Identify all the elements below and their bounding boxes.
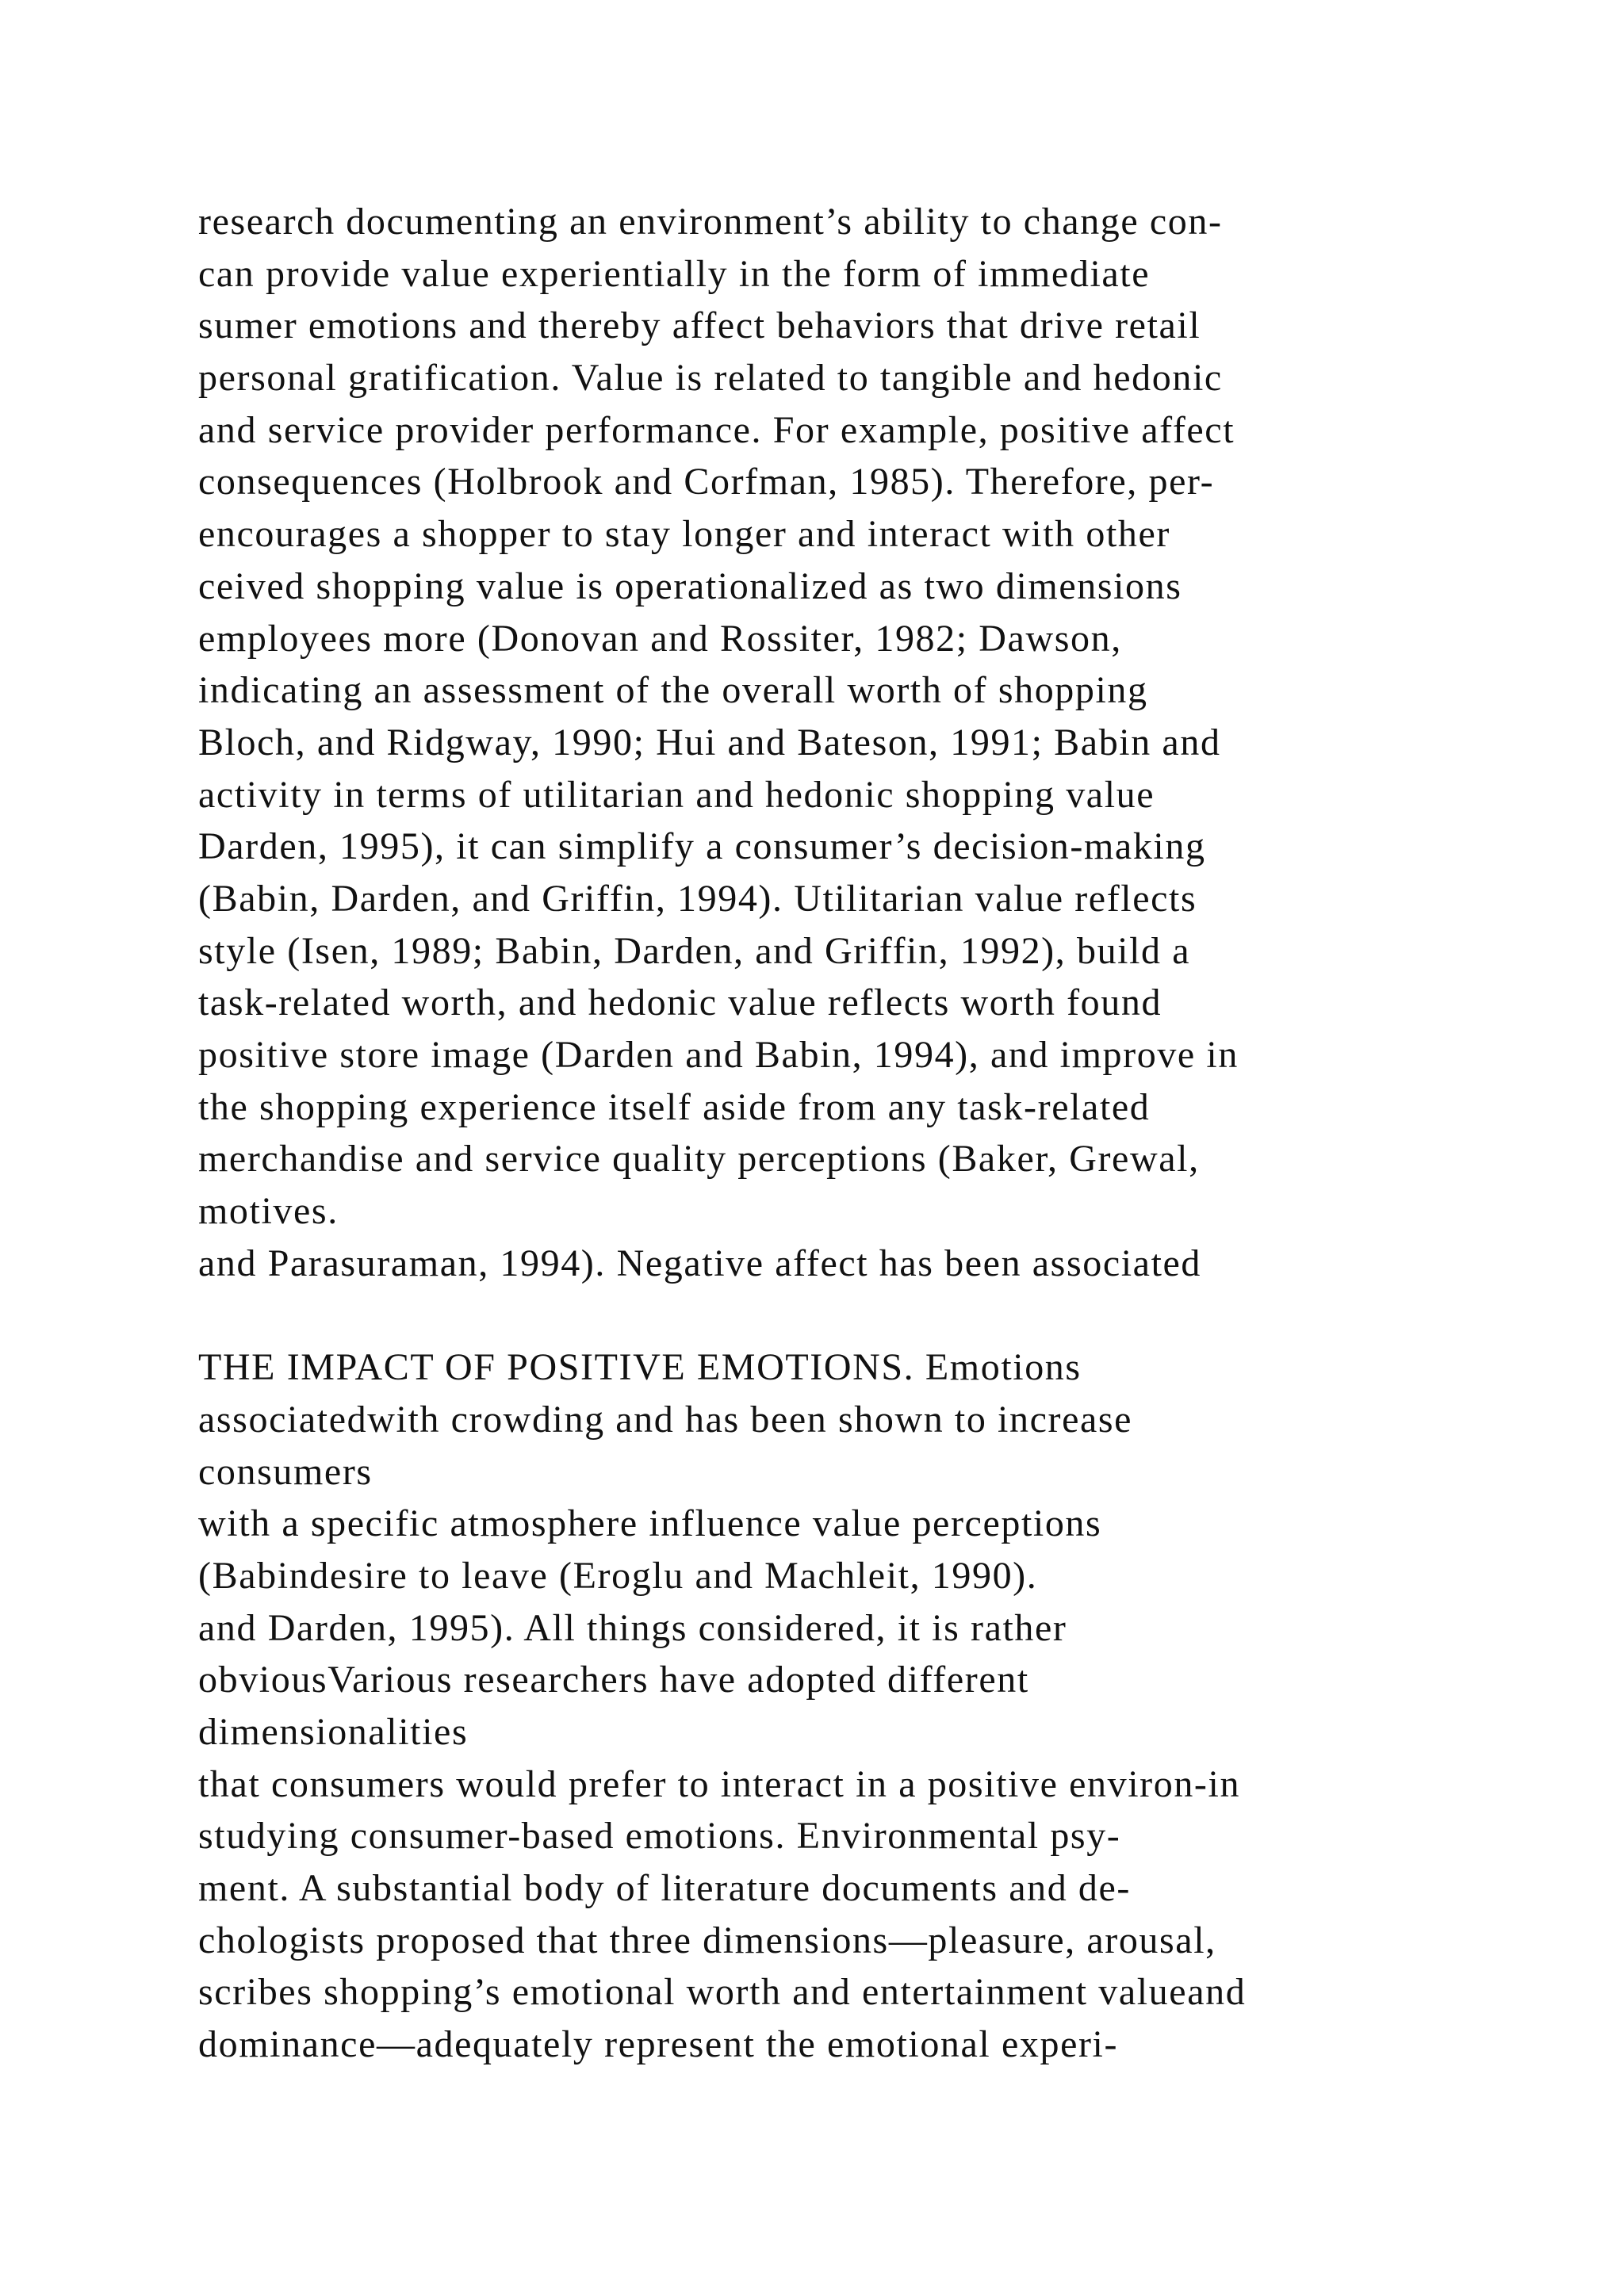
text-line: obviousVarious researchers have adopted different xyxy=(198,1659,1029,1701)
text-line: and Darden, 1995). All things considered, it is rather xyxy=(198,1606,1067,1649)
section-heading-line: THE IMPACT OF POSITIVE EMOTIONS. Emotions xyxy=(198,1346,1082,1389)
text-line: task-related worth, and hedonic value reflects worth found xyxy=(198,982,1162,1024)
text-line: consumers xyxy=(198,1450,373,1493)
text-line: activity in terms of utilitarian and hedonic shopping value xyxy=(198,773,1155,816)
text-line: and Parasuraman, 1994). Negative affect has been associated xyxy=(198,1242,1202,1284)
text-line: sumer emotions and thereby affect behaviors that drive retail xyxy=(198,304,1201,347)
text-line: that consumers would prefer to interact in a positive environ-in xyxy=(198,1762,1241,1805)
text-line: employees more (Donovan and Rossiter, 1982; Dawson, xyxy=(198,617,1122,660)
text-line: Bloch, and Ridgway, 1990; Hui and Bateson, 1991; Babin and xyxy=(198,721,1221,763)
text-line: scribes shopping’s emotional worth and entertainment valueand xyxy=(198,1971,1247,2014)
text-line: ment. A substantial body of literature documents and de- xyxy=(198,1867,1132,1909)
text-line: personal gratification. Value is related to tangible and hedonic xyxy=(198,357,1223,400)
text-line: dimensionalities xyxy=(198,1710,469,1753)
text-line: style (Isen, 1989; Babin, Darden, and Griffin, 1992), build a xyxy=(198,929,1191,972)
text-line: merchandise and service quality perceptions (Baker, Grewal, xyxy=(198,1138,1200,1181)
body-text xyxy=(198,196,1499,2071)
text-line: indicating an assessment of the overall worth of shopping xyxy=(198,669,1148,712)
text-line: Darden, 1995), it can simplify a consumer’s decision-making xyxy=(198,825,1206,868)
text-line: motives. xyxy=(198,1190,339,1233)
text-line: positive store image (Darden and Babin, 1994), and improve in xyxy=(198,1034,1239,1076)
text-line: with a specific atmosphere influence value perceptions xyxy=(198,1502,1102,1545)
text-line: and service provider performance. For example, positive affect xyxy=(198,408,1235,451)
text-line: associatedwith crowding and has been shown to increase xyxy=(198,1398,1133,1441)
text-line: (Babindesire to leave (Eroglu and Machleit, 1990). xyxy=(198,1554,1038,1597)
text-line: research documenting an environment’s ability to change con- xyxy=(198,201,1223,243)
text-line: consequences (Holbrook and Corfman, 1985). Therefore, per- xyxy=(198,461,1215,503)
paragraph-gap xyxy=(198,1289,1499,1341)
text-line: can provide value experientially in the form of immediate xyxy=(198,252,1151,295)
text-line: (Babin, Darden, and Griffin, 1994). Utilitarian value reflects xyxy=(198,877,1197,920)
text-line: encourages a shopper to stay longer and interact with other xyxy=(198,513,1171,556)
text-line: chologists proposed that three dimensions—pleasure, arousal, xyxy=(198,1919,1216,1961)
text-line: ceived shopping value is operationalized as two dimensions xyxy=(198,564,1182,607)
text-line: dominance—adequately represent the emotional experi- xyxy=(198,2023,1119,2066)
text-line: the shopping experience itself aside from any task-related xyxy=(198,1085,1151,1128)
text-line: studying consumer-based emotions. Environmental psy- xyxy=(198,1815,1121,1858)
